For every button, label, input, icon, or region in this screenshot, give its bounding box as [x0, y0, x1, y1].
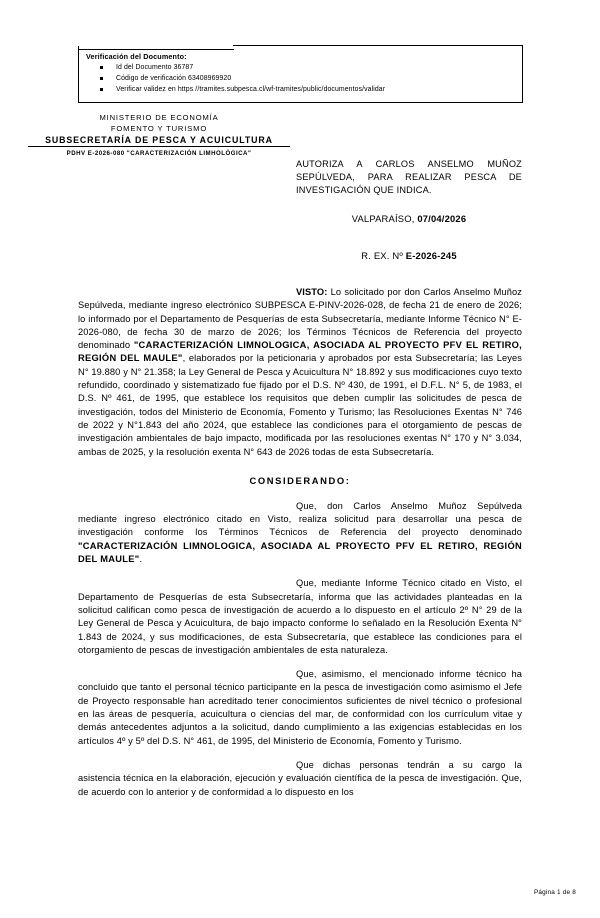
- paragraph-considerando-2: [78, 577, 522, 657]
- visto-project-name: "CARACTERIZACIÓN LIMNOLOGICA, ASOCIADA AL PROYECTO PFV EL RETIRO, REGIÓN DEL MAULE": [78, 340, 522, 364]
- p2-lead-text: Que, mediante Informe Técnico citado en: [296, 578, 487, 589]
- verification-title: Verificación del Documento:: [86, 52, 187, 61]
- place-and-date: [296, 213, 522, 224]
- date-value: 07/04/2026: [417, 213, 467, 224]
- p4-text: asistencia técnica en la elaboración, ejecución y evaluación científica de la pesca de investigación. Que, de acuerdo con lo anterior y de conformidad a lo dispuesto en los: [78, 773, 522, 797]
- p1-project-name: "CARACTERIZACIÓN LIMNOLOGICA, ASOCIADA AL PROYECTO PFV EL RETIRO, REGIÓN DEL MAULE": [78, 540, 522, 565]
- p1-text-end: .: [139, 554, 143, 565]
- p4-lead-text: Que dichas personas tendrán a su cargo la: [296, 759, 522, 770]
- ministry-line-2: FOMENTO Y TURISMO: [110, 123, 208, 133]
- visto-text-part-1: Lo solicitado por don Carlos Anselmo Muñoz Sepúlveda, mediante ingreso electrónico SUBPESCA E-PINV-2026-028, de fecha 21 de enero de 2026; lo informado por el Departamento de Pesquerías de esta Subsecretaría, mediante Informe Técnico N° E-2026-080, de fecha 30 de marzo de 2026; los Términos Técnicos de Referencia del proyecto denominado: [78, 287, 522, 351]
- subsecretaria-title: SUBSECRETARÍA DE PESCA Y ACUICULTURA: [28, 134, 290, 147]
- considerando-heading: CONSIDERANDO:: [249, 474, 351, 486]
- page-number-footer: Página 1 de 8: [533, 889, 576, 896]
- document-subject-title: AUTORIZA A CARLOS ANSELMO MUÑOZ SEPÚLVEDA, PARA REALIZAR PESCA DE INVESTIGACIÓN QUE INDICA.: [296, 159, 522, 196]
- p2-text: Visto, el Departamento de Pesquerías de esta Subsecretaría, informa que las actividades planteadas en la solicitud califican como pesca de investigación de acuerdo a lo dispuesto en el artículo 2º N° 29 de la Ley General de Pesca y Acuicultura, de bajo impacto conforme lo señalado en la Resolución Exenta N° 1.843 de 2024, y sus modificaciones, de esta Subsecretaría, que establece las condiciones para el otorgamiento de pescas de investigación ambientales de esta naturaleza.: [78, 578, 522, 655]
- resolution-prefix: R. EX. Nº: [361, 250, 406, 261]
- ministry-letterhead: [28, 113, 290, 159]
- paragraph-visto: [78, 286, 522, 459]
- place-label: VALPARAÍSO,: [351, 213, 418, 224]
- verification-item-document-id: Id del Documento 36787: [86, 62, 522, 73]
- verification-list: [86, 62, 522, 95]
- verification-item-code: Código de verificación 63408969920: [86, 73, 522, 84]
- p1-text: mediante ingreso electrónico citado en Visto, realiza solicitud para desarrollar una pesca de investigación conforme los Términos Técnicos de Referencia del proyecto denominado: [78, 514, 522, 538]
- resolution-number: [296, 250, 522, 261]
- document-verification-box: [78, 46, 523, 103]
- p3-lead-text: Que, asimismo, el mencionado informe: [296, 669, 477, 680]
- ministry-line-1: MINISTERIO DE ECONOMÍA: [99, 113, 219, 122]
- paragraph-considerando-1: [78, 500, 522, 566]
- visto-text-part-2: , elaborados por la peticionaria y aprobados por esta Subsecretaría; las Leyes N° 19.880 y N° 21.358; la Ley General de Pesca y Acuicultura N° 18.892 y sus modificaciones cuyo texto refundido, coordinado y sistematizado fue fijado por el D.S. Nº 430, de 1991, el D.F.L. N° 5, de 1983, el D.S. Nº 461, de 1995, que establece los requisitos que deben cumplir las solicitudes de pesca de investigación, todos del Ministerio de Economía, Fomento y Turismo; las Resoluciones Exentas N° 746 de 2022 y N°1.843 del año 2024, que establece las condiciones para el otorgamiento de pescas de investigación ambientales de bajo impacto, modificada por las resoluciones exentas N° 170 y N° 3.034, ambas de 2025, y la resolución exenta N° 643 de 2026 todas de esta Subsecretaría.: [78, 353, 522, 457]
- paragraph-considerando-4: [78, 759, 522, 799]
- project-code-line: PDHV E-2026-080 "CARACTERIZACIÓN LIMHOLÓGICA": [66, 150, 252, 157]
- visto-label: VISTO:: [296, 287, 328, 297]
- verification-item-validation-url: Verificar validez en https //tramites.subpesca.cl/wf-tramites/public/documentos/validar: [86, 84, 522, 95]
- p1-lead-text: Que, don Carlos Anselmo Muñoz Sepúlveda: [296, 500, 522, 511]
- resolution-value: E-2026-245: [405, 250, 457, 261]
- p3-text: técnico ha concluido que tanto el personal técnico participante en la pesca de investigación como asimismo el Jefe de Proyecto responsable han acreditado tener conocimientos suficientes de nivel técnico o profesional en las áreas de pesquería, acuicultura o ciencias del mar, de conformidad con los currículum vitae y demás antecedentes adjuntos a la solicitud, dando cumplimiento a las exigencias establecidas en los artículos 4º y 5º del D.S. N° 461, de 1995, del Ministerio de Economía, Fomento y Turismo.: [78, 669, 522, 746]
- paragraph-considerando-3: [78, 668, 522, 748]
- document-body: [78, 286, 522, 810]
